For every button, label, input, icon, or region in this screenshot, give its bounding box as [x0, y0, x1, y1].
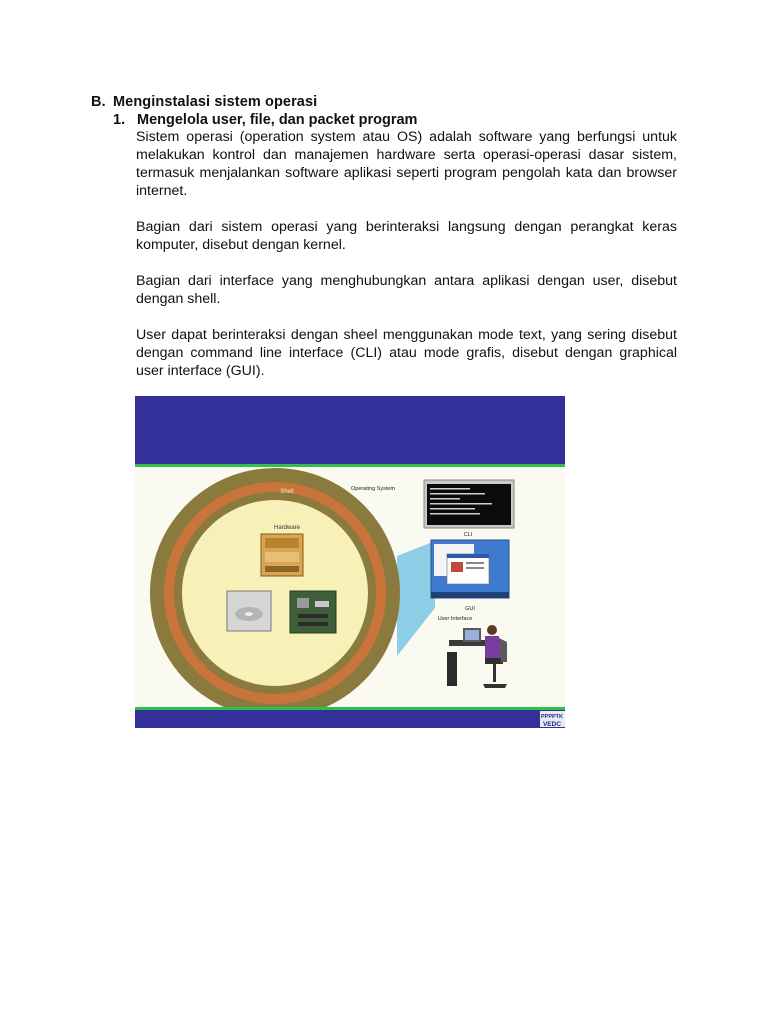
os-layers-figure [135, 396, 565, 728]
shell-label: Shell [280, 489, 294, 495]
section-number: B. [91, 94, 106, 110]
user-interface-label: User Interface [437, 616, 473, 622]
top-green-line [135, 464, 565, 467]
paragraph-cli-gui: User dapat berinteraksi dengan sheel menggunakan mode text, yang sering disebut dengan command line interface (CLI) atau mode grafis, disebut dengan graphical user interface (GUI). [136, 327, 677, 379]
svg-text:PPPPTK: PPPPTK [540, 714, 564, 720]
gui-screen-image [431, 540, 509, 598]
vedc-logo [540, 711, 565, 728]
gui-label: GUI [465, 606, 475, 612]
bottom-green-line [135, 707, 565, 710]
cli-label: CLI [463, 532, 473, 538]
kernel-label: Kernel [278, 505, 296, 511]
motherboard-image [290, 591, 336, 633]
section-title: Menginstalasi sistem operasi [113, 94, 318, 110]
paragraph-kernel: Bagian dari sistem operasi yang berinteraksi langsung dengan perangkat keras komputer, disebut dengan kernel. [136, 219, 677, 253]
subsection-title: Mengelola user, file, dan packet program [137, 112, 418, 128]
top-banner [135, 396, 565, 464]
operating-system-label: Operating System [350, 486, 396, 492]
os-diagram [135, 396, 565, 728]
subsection-number: 1. [113, 112, 126, 128]
section-heading [91, 94, 317, 110]
svg-text:VEDC: VEDC [542, 721, 562, 728]
cli-screen-image [424, 480, 514, 528]
hardware-label: Hardware [273, 525, 301, 531]
drive-image [227, 591, 271, 631]
paragraph-os-definition: Sistem operasi (operation system atau OS) adalah software yang berfungsi untuk melakukan kontrol dan manajemen hardware serta operasi-operasi dasar sistem, termasuk menjalankan software aplikasi seperti program pengolah kata dan browser internet. [136, 129, 677, 199]
subsection-heading [113, 112, 417, 128]
paragraph-shell: Bagian dari interface yang menghubungkan antara aplikasi dengan user, disebut dengan shell. [136, 273, 677, 307]
bottom-banner [135, 710, 565, 728]
processor-board-image [261, 534, 303, 576]
